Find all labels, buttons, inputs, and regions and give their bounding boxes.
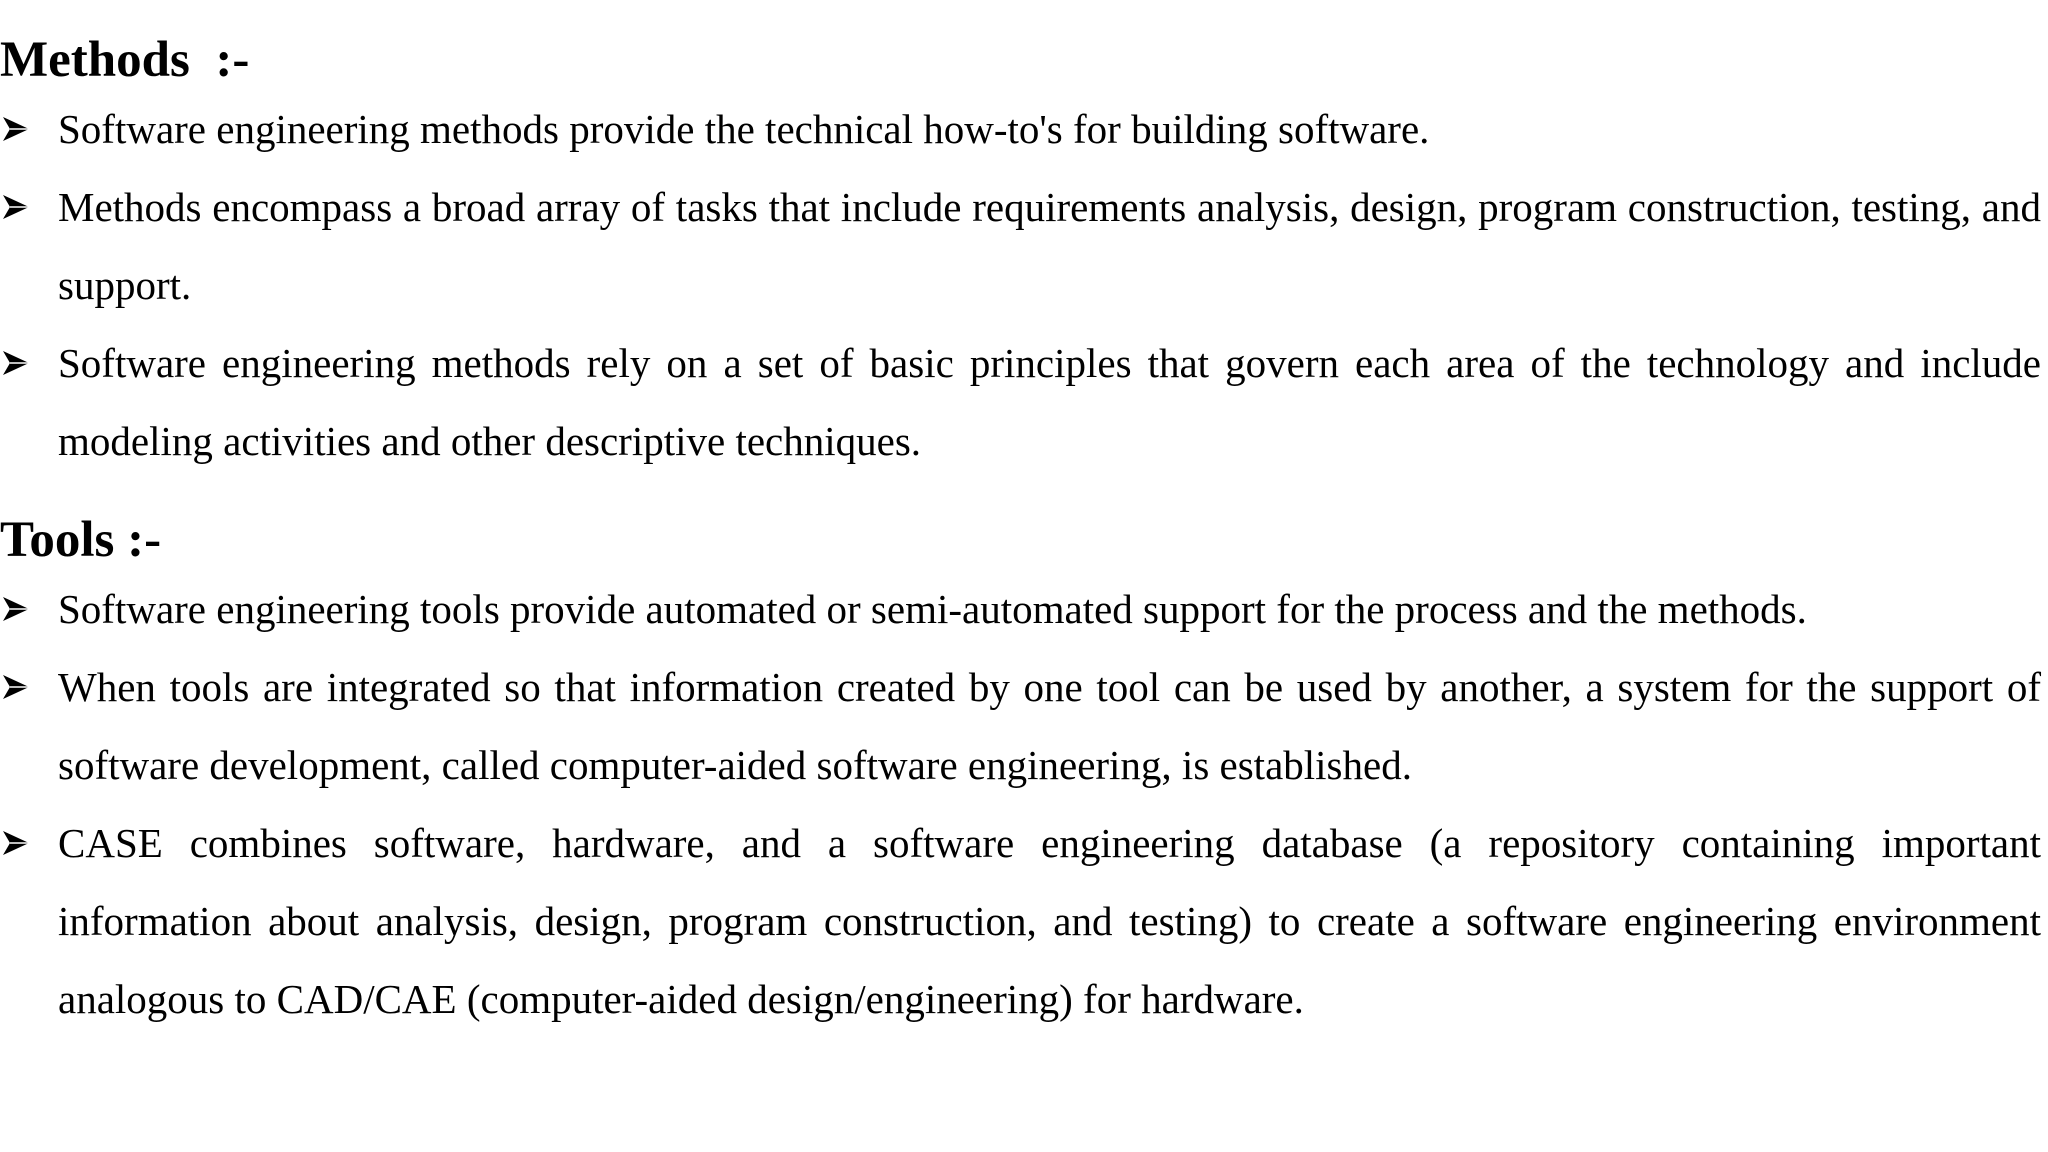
tools-heading: Tools :- [0,512,162,568]
arrowhead-bullet-icon [2,168,42,246]
methods-item-3 [0,324,2041,480]
arrowhead-bullet-icon [2,570,42,648]
methods-item-1-text: Software engineering methods provide the technical how-to's for building software. [58,106,1430,152]
tools-item-3-text: CASE combines software, hardware, and a software engineering database (a repository containing important information about analysis, design, program construction, and testing) to create a software engineering environment analogous to CAD/CAE (computer-aided design/engineering) for hardware. [58,820,2041,1022]
tools-item-2-text: When tools are integrated so that information created by one tool can be used by another, a system for the support of software development, called computer-aided software engineering, is established. [58,664,2041,788]
tools-item-2 [0,648,2041,804]
methods-section [0,30,2048,480]
tools-list [0,570,2048,1038]
methods-item-1 [0,90,2041,168]
arrowhead-bullet-icon [2,648,42,726]
tools-item-1-text: Software engineering tools provide automated or semi-automated support for the process and the methods. [58,586,1807,632]
methods-heading: Methods :- [0,32,250,88]
methods-list [0,90,2048,480]
tools-section [0,510,2048,1038]
methods-item-2-text: Methods encompass a broad array of tasks that include requirements analysis, design, program construction, testing, and support. [58,184,2041,308]
tools-item-3 [0,804,2041,1038]
arrowhead-bullet-icon [2,804,42,882]
methods-item-3-text: Software engineering methods rely on a set of basic principles that govern each area of the technology and include modeling activities and other descriptive techniques. [58,340,2041,464]
methods-item-2 [0,168,2041,324]
arrowhead-bullet-icon [2,324,42,402]
tools-item-1 [0,570,2041,648]
arrowhead-bullet-icon [2,90,42,168]
